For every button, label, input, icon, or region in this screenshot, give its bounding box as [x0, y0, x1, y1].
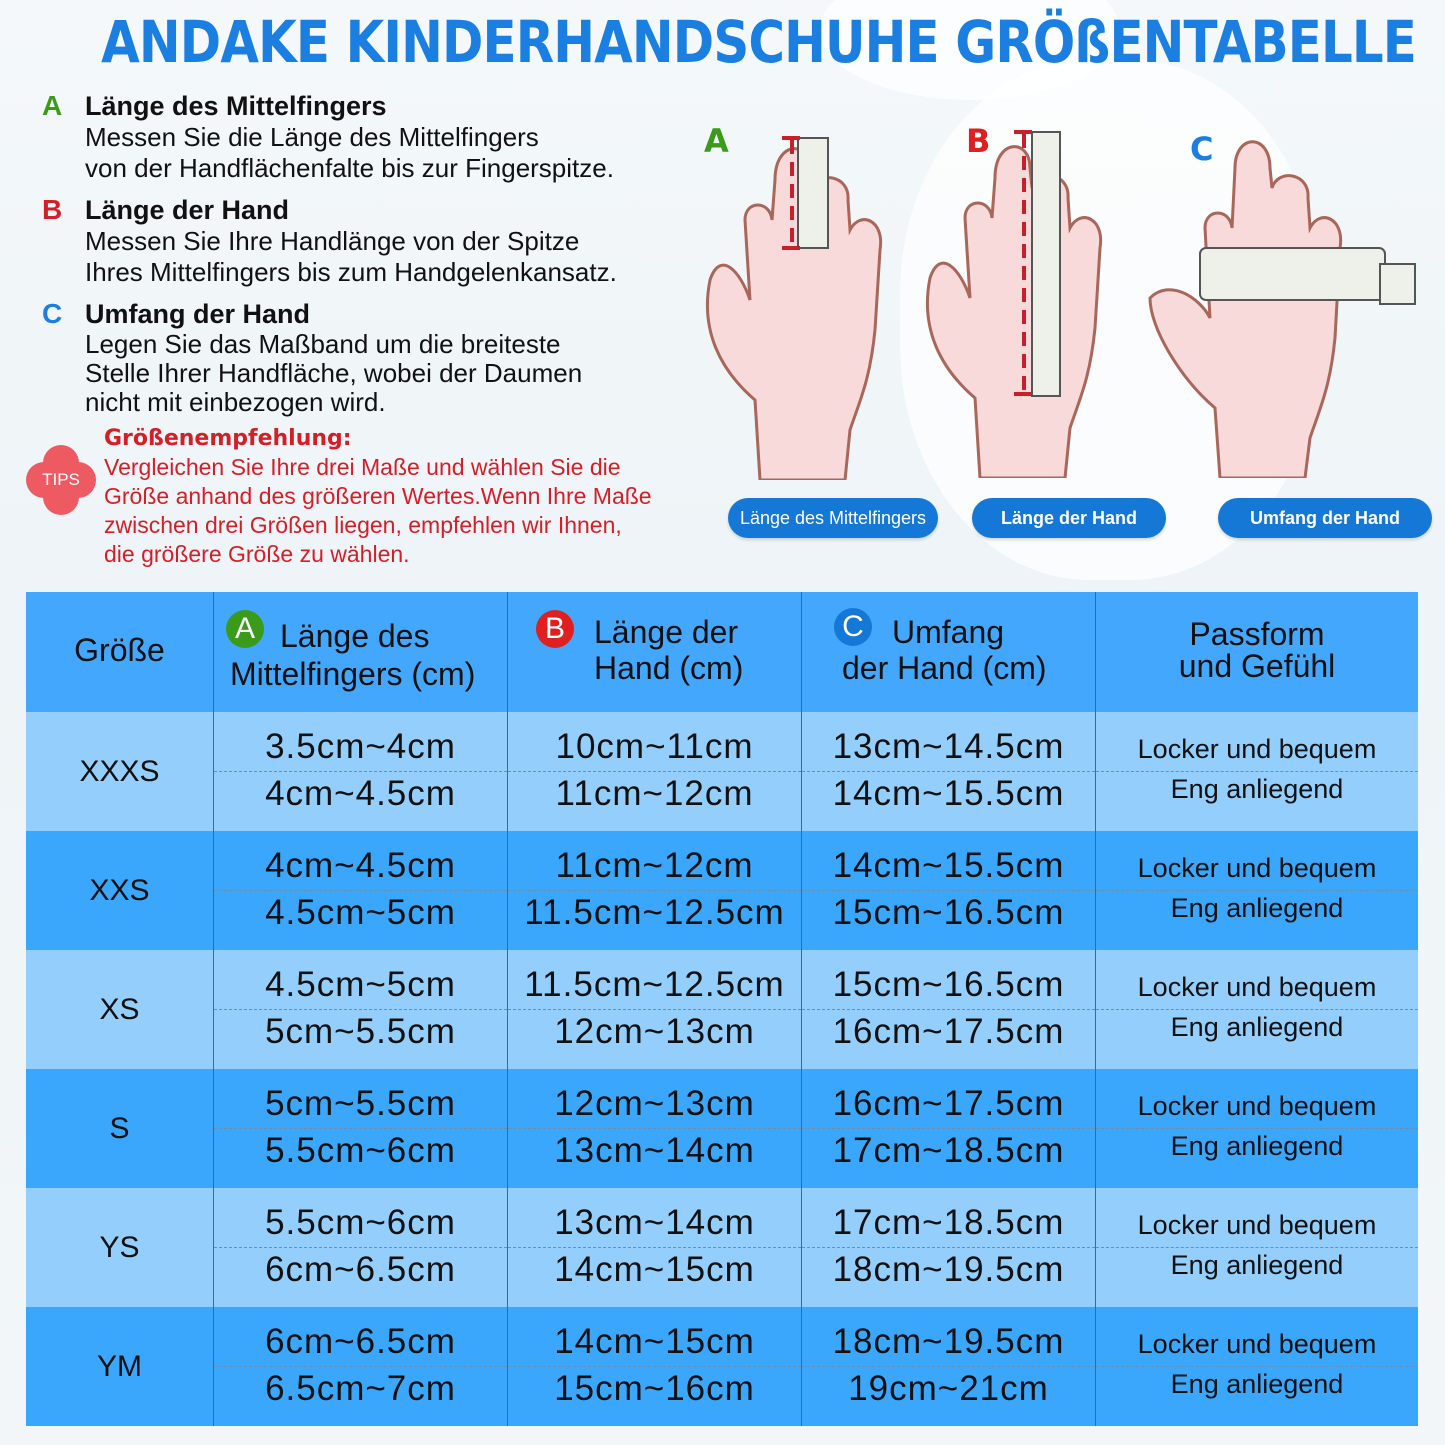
size-cell: S — [26, 1069, 214, 1188]
table-row — [26, 950, 1418, 1069]
fit-cell: Eng anliegend — [1170, 773, 1344, 804]
table-row — [26, 712, 1418, 831]
instruction-a — [40, 90, 700, 184]
circ-cell: 13cm~14.5cm — [802, 712, 1095, 772]
tips-section — [26, 425, 716, 569]
instruction-heading: Länge der Hand — [85, 195, 290, 225]
pill-hand-circumference: Umfang der Hand — [1218, 498, 1432, 538]
tips-flower-icon — [26, 445, 96, 515]
size-table — [26, 592, 1418, 1426]
hand-cell: 12cm~13cm — [554, 1011, 755, 1051]
header-hand-circumference: C Umfang der Hand (cm) — [802, 592, 1096, 712]
illustration-letter-b: B — [966, 122, 991, 160]
tips-text: Größe anhand des größeren Wertes.Wenn Ihre Maße — [104, 483, 652, 509]
hand-cell: 11cm~12cm — [508, 831, 801, 891]
finger-cell: 5.5cm~6cm — [265, 1130, 456, 1170]
badge-a-icon: A — [226, 610, 264, 648]
size-cell: YS — [26, 1188, 214, 1307]
header-finger-length: A Länge des Mittelfingers (cm) — [214, 592, 508, 712]
instruction-b — [40, 194, 700, 288]
circ-cell: 19cm~21cm — [848, 1368, 1049, 1408]
finger-cell: 4.5cm~5cm — [214, 950, 507, 1010]
fit-cell: Eng anliegend — [1170, 892, 1344, 923]
hand-cell: 13cm~14cm — [554, 1130, 755, 1170]
tips-text: Vergleichen Sie Ihre drei Maße und wählen Sie die — [104, 454, 621, 480]
hand-cell: 13cm~14cm — [508, 1188, 801, 1248]
hand-tape-circumference-icon — [1140, 128, 1440, 478]
tips-text: die größere Größe zu wählen. — [104, 541, 410, 567]
size-cell: YM — [26, 1307, 214, 1426]
hand-cell: 11.5cm~12.5cm — [508, 950, 801, 1010]
fit-cell: Eng anliegend — [1170, 1249, 1344, 1280]
finger-cell: 6cm~6.5cm — [214, 1307, 507, 1367]
circ-cell: 17cm~18.5cm — [832, 1130, 1065, 1170]
fit-cell: Locker und bequem — [1096, 831, 1418, 891]
instruction-text: Stelle Ihrer Handfläche, wobei der Daumen — [85, 358, 583, 388]
pill-finger-length: Länge des Mittelfingers — [728, 498, 938, 538]
size-cell: XXXS — [26, 712, 214, 831]
circ-cell: 16cm~17.5cm — [802, 1069, 1095, 1129]
hand-cell: 10cm~11cm — [508, 712, 801, 772]
header-size: Größe — [26, 592, 214, 712]
hand-cell: 15cm~16cm — [554, 1368, 755, 1408]
badge-b-icon: B — [536, 610, 574, 648]
size-cell: XS — [26, 950, 214, 1069]
circ-cell: 17cm~18.5cm — [802, 1188, 1095, 1248]
tips-heading: Größenempfehlung: — [104, 426, 352, 451]
badge-c-icon: C — [834, 608, 872, 646]
finger-cell: 4.5cm~5cm — [265, 892, 456, 932]
size-cell: XXS — [26, 831, 214, 950]
instruction-text: nicht mit einbezogen wird. — [85, 387, 386, 417]
finger-cell: 4cm~4.5cm — [214, 831, 507, 891]
fit-cell: Locker und bequem — [1096, 950, 1418, 1010]
fit-cell: Locker und bequem — [1096, 1188, 1418, 1248]
table-row — [26, 831, 1418, 950]
table-header — [26, 592, 1418, 712]
header-fit: Passform und Gefühl — [1178, 616, 1336, 684]
hand-cell: 12cm~13cm — [508, 1069, 801, 1129]
instruction-text: Ihres Mittelfingers bis zum Handgelenkansatz. — [85, 257, 617, 287]
hand-cell: 14cm~15cm — [554, 1249, 755, 1289]
finger-cell: 3.5cm~4cm — [214, 712, 507, 772]
instruction-text: von der Handflächenfalte bis zur Fingerspitze. — [85, 153, 614, 183]
fit-cell: Eng anliegend — [1170, 1011, 1344, 1042]
circ-cell: 16cm~17.5cm — [832, 1011, 1065, 1051]
circ-cell: 14cm~15.5cm — [802, 831, 1095, 891]
instruction-text: Messen Sie Ihre Handlänge von der Spitze — [85, 226, 580, 256]
instruction-c — [40, 298, 700, 417]
fit-cell: Eng anliegend — [1170, 1130, 1344, 1161]
hand-ruler-hand-icon — [920, 128, 1160, 478]
fit-cell: Locker und bequem — [1096, 1069, 1418, 1129]
finger-cell: 6.5cm~7cm — [265, 1368, 456, 1408]
letter-a-label: A — [42, 90, 63, 121]
pill-hand-length: Länge der Hand — [972, 498, 1166, 538]
circ-cell: 15cm~16.5cm — [832, 892, 1065, 932]
table-row — [26, 1307, 1418, 1426]
illustration-letter-a: A — [704, 122, 729, 160]
circ-cell: 18cm~19.5cm — [832, 1249, 1065, 1289]
table-row — [26, 1069, 1418, 1188]
finger-cell: 5.5cm~6cm — [214, 1188, 507, 1248]
finger-cell: 5cm~5.5cm — [265, 1011, 456, 1051]
hand-illustrations — [700, 100, 1445, 560]
circ-cell: 15cm~16.5cm — [802, 950, 1095, 1010]
hand-ruler-finger-icon — [700, 130, 940, 480]
hand-cell: 11.5cm~12.5cm — [524, 892, 785, 932]
instruction-text: Legen Sie das Maßband um die breiteste — [85, 329, 561, 359]
fit-cell: Eng anliegend — [1170, 1368, 1344, 1399]
hand-cell: 14cm~15cm — [508, 1307, 801, 1367]
finger-cell: 6cm~6.5cm — [265, 1249, 456, 1289]
instruction-text: Messen Sie die Länge des Mittelfingers — [85, 122, 539, 152]
instruction-heading: Umfang der Hand — [85, 299, 311, 329]
circ-cell: 18cm~19.5cm — [802, 1307, 1095, 1367]
measurement-instructions — [40, 90, 700, 427]
illustration-letter-c: C — [1190, 130, 1214, 168]
tips-badge-label: TIPS — [42, 470, 80, 489]
table-row — [26, 1188, 1418, 1307]
letter-c-label: C — [42, 298, 63, 329]
page-title: ANDAKE KINDERHANDSCHUHE GRÖßENTABELLE — [101, 8, 1417, 76]
tips-text: zwischen drei Größen liegen, empfehlen wir Ihnen, — [104, 512, 622, 538]
instruction-heading: Länge des Mittelfingers — [85, 91, 387, 121]
letter-b-label: B — [42, 194, 63, 225]
hand-cell: 11cm~12cm — [555, 773, 754, 813]
finger-cell: 4cm~4.5cm — [265, 773, 456, 813]
header-hand-length: B Länge der Hand (cm) — [508, 592, 802, 712]
finger-cell: 5cm~5.5cm — [214, 1069, 507, 1129]
circ-cell: 14cm~15.5cm — [832, 773, 1065, 813]
fit-cell: Locker und bequem — [1096, 712, 1418, 772]
fit-cell: Locker und bequem — [1096, 1307, 1418, 1367]
